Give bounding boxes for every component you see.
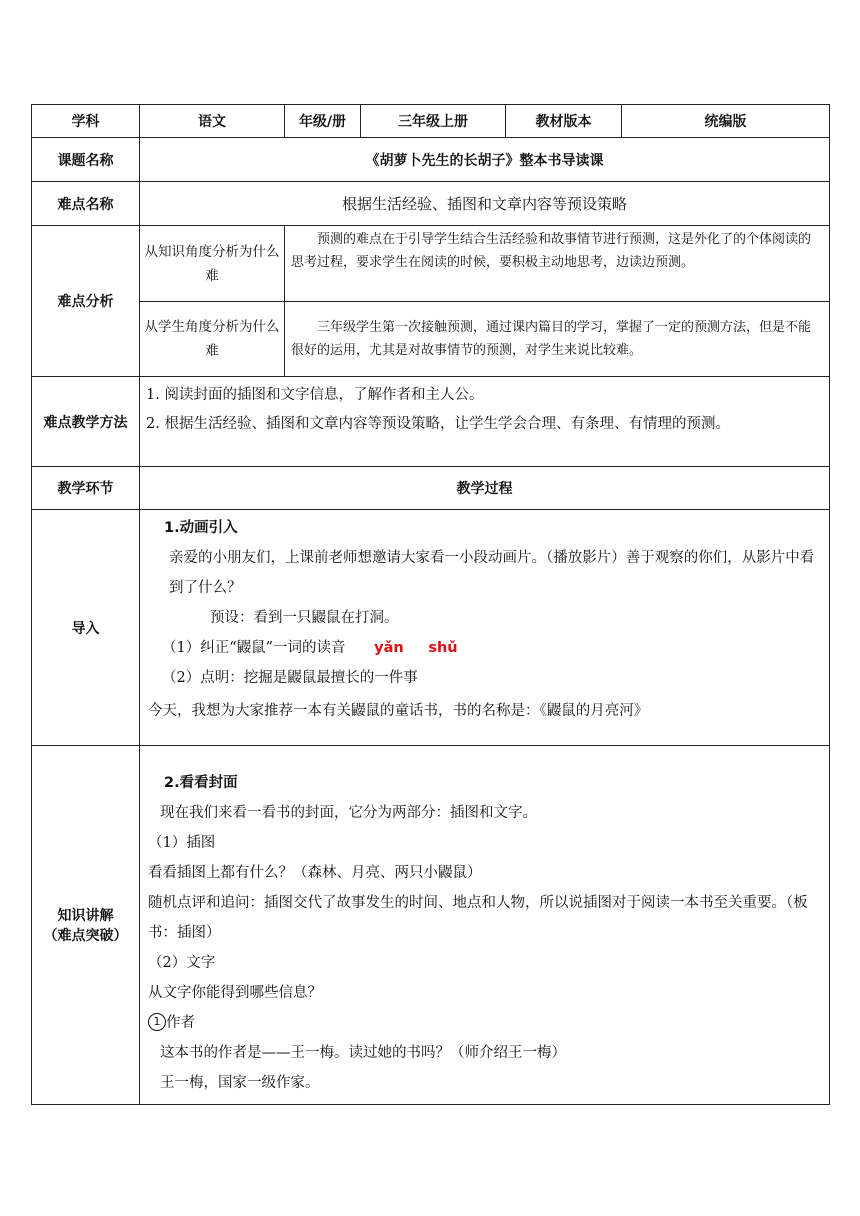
knowledge-row (32, 746, 830, 1105)
pinyin-shu: shǔ (428, 640, 458, 656)
student-angle-label: 从学生角度分析为什么难 (140, 302, 285, 377)
difficulty-label: 难点名称 (32, 182, 140, 226)
knowledge-para-9: 王一梅，国家一级作家。 (160, 1075, 320, 1091)
student-angle-cell (285, 302, 830, 377)
intro-para-3 (148, 633, 821, 663)
methods-cell (140, 377, 830, 467)
intro-para-3-text: （1）纠正“鼹鼠”一词的读音 (162, 640, 346, 656)
knowledge-title: 2.看看封面 (164, 775, 238, 791)
intro-label: 导入 (32, 510, 140, 746)
grade-label: 年级/册 (285, 105, 361, 138)
process-header-row (32, 467, 830, 510)
circled-number-1: 1 (148, 1013, 166, 1031)
intro-para-1: 亲爱的小朋友们，上课前老师想邀请大家看一小段动画片。（播放影片）善于观察的你们，从影片中看到了什么？ (169, 550, 815, 596)
knowledge-para-8: 这本书的作者是——王一梅。读过她的书吗？（师介绍王一梅） (160, 1045, 566, 1061)
intro-para-5: 今天，我想为大家推荐一本有关鼹鼠的童话书，书的名称是：《鼹鼠的月亮河》 (148, 703, 649, 719)
lesson-row (32, 138, 830, 182)
knowledge-label-line2: （难点突破） (43, 928, 128, 944)
grade-value: 三年级上册 (361, 105, 506, 138)
knowledge-angle-label: 从知识角度分析为什么难 (140, 226, 285, 302)
lesson-plan-table (31, 104, 830, 1105)
method-item-2: 2. 根据生活经验、插图和文章内容等预设策略，让学生学会合理、有条理、有情理的预测。 (146, 416, 730, 432)
knowledge-para-1: 现在我们来看一看书的封面，它分为两部分：插图和文字。 (160, 805, 537, 821)
intro-para-2: 预设：看到一只鼹鼠在打洞。 (210, 610, 399, 626)
lesson-label: 课题名称 (32, 138, 140, 182)
difficulty-row (32, 182, 830, 226)
intro-cell (140, 510, 830, 746)
header-row (32, 105, 830, 138)
knowledge-angle-cell (285, 226, 830, 302)
knowledge-para-5: （2）文字 (148, 955, 216, 971)
intro-title: 1.动画引入 (164, 520, 238, 536)
knowledge-para-7-text: 作者 (166, 1015, 195, 1031)
analysis-label: 难点分析 (32, 226, 140, 377)
knowledge-cell (140, 746, 830, 1105)
knowledge-para-6: 从文字你能得到哪些信息？ (148, 985, 322, 1001)
process-header-value: 教学过程 (140, 467, 830, 510)
knowledge-label-line1: 知识讲解 (57, 908, 114, 924)
difficulty-value: 根据生活经验、插图和文章内容等预设策略 (140, 182, 830, 226)
knowledge-para-2: （1）插图 (148, 835, 216, 851)
subject-label: 学科 (32, 105, 140, 138)
edition-label: 教材版本 (506, 105, 622, 138)
edition-value: 统编版 (622, 105, 830, 138)
methods-row (32, 377, 830, 467)
pinyin-yan: yǎn (374, 640, 404, 656)
analysis-row-knowledge (32, 226, 830, 302)
intro-para-4: （2）点明：挖掘是鼹鼠最擅长的一件事 (162, 670, 418, 686)
knowledge-label-cell (32, 746, 140, 1105)
knowledge-para-7 (148, 1008, 821, 1038)
method-item-1: 1. 阅读封面的插图和文字信息，了解作者和主人公。 (146, 387, 484, 403)
analysis-row-student (32, 302, 830, 377)
knowledge-para-4: 随机点评和追问：插图交代了故事发生的时间、地点和人物，所以说插图对于阅读一本书至关重要。（板书：插图） (148, 895, 808, 941)
knowledge-para-3: 看看插图上都有什么？（森林、月亮、两只小鼹鼠） (148, 865, 482, 881)
subject-value: 语文 (140, 105, 285, 138)
intro-row (32, 510, 830, 746)
student-angle-text: 三年级学生第一次接触预测，通过课内篇目的学习，掌握了一定的预测方法，但是不能很好的运用，尤其是对故事情节的预测，对学生来说比较难。 (291, 320, 812, 358)
knowledge-angle-text: 预测的难点在于引导学生结合生活经验和故事情节进行预测，这是外化了的个体阅读的思考过程，要求学生在阅读的时候，要积极主动地思考，边读边预测。 (291, 232, 812, 270)
process-stage-label: 教学环节 (32, 467, 140, 510)
methods-label: 难点教学方法 (32, 377, 140, 467)
lesson-title: 《胡萝卜先生的长胡子》整本书导读课 (140, 138, 830, 182)
